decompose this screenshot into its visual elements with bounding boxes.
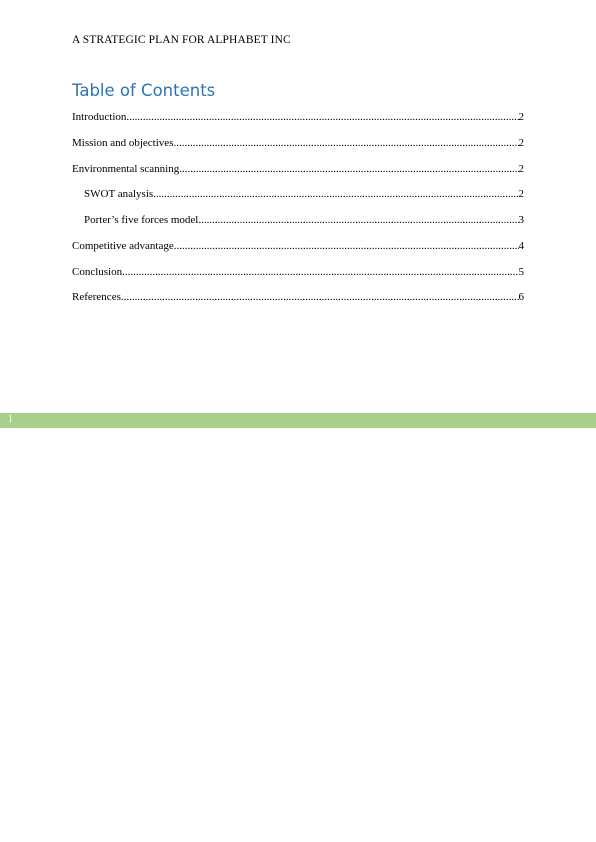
toc-entry-text: Porter’s five forces model	[84, 214, 199, 226]
toc-dot-leader	[121, 291, 519, 303]
toc-page-number: 2	[518, 188, 524, 201]
toc-dot-leader	[174, 240, 519, 252]
toc-page-number: 6	[518, 291, 524, 304]
toc-dot-leader	[122, 266, 518, 278]
toc-page-number: 5	[518, 265, 524, 278]
toc-dot-leader	[198, 214, 518, 226]
toc-entry-text: Introduction	[72, 111, 127, 123]
toc-entry-text: Environmental scanning	[72, 162, 180, 175]
footer-band	[0, 413, 596, 428]
footer-page-number: 1	[8, 414, 13, 425]
toc-page-number: 2	[518, 162, 524, 175]
toc-page-number: 2	[518, 136, 524, 149]
toc-entry-text: Conclusion	[72, 265, 123, 278]
toc-entry-conclusion[interactable]	[72, 266, 524, 292]
toc-page-number: 4	[518, 239, 524, 252]
toc-entry-text: Mission and objectives	[72, 136, 174, 149]
toc-dot-leader	[153, 188, 518, 200]
toc-entry-competitive-advantage[interactable]	[72, 240, 524, 266]
toc-entry-references[interactable]	[72, 291, 524, 317]
toc-entry-text: References	[72, 291, 121, 304]
running-header: A STRATEGIC PLAN FOR ALPHABET INC	[72, 34, 291, 46]
toc-entry-text: SWOT analysis	[84, 188, 154, 201]
toc-entry-porters-five-forces-model[interactable]	[72, 214, 524, 240]
toc-dot-leader	[179, 163, 518, 175]
toc-page-number: 3	[518, 214, 524, 226]
toc-dot-leader	[173, 137, 518, 149]
toc-entry-mission-and-objectives[interactable]	[72, 137, 524, 163]
table-of-contents	[72, 111, 524, 317]
toc-entry-text: Competitive advantage	[72, 239, 174, 252]
toc-entry-swot-analysis[interactable]	[72, 188, 524, 214]
toc-page-number: 2	[518, 111, 524, 123]
toc-entry-environmental-scanning[interactable]	[72, 163, 524, 189]
toc-heading: Table of Contents	[72, 81, 216, 100]
toc-dot-leader	[126, 111, 518, 123]
toc-entry-introduction[interactable]	[72, 111, 524, 137]
